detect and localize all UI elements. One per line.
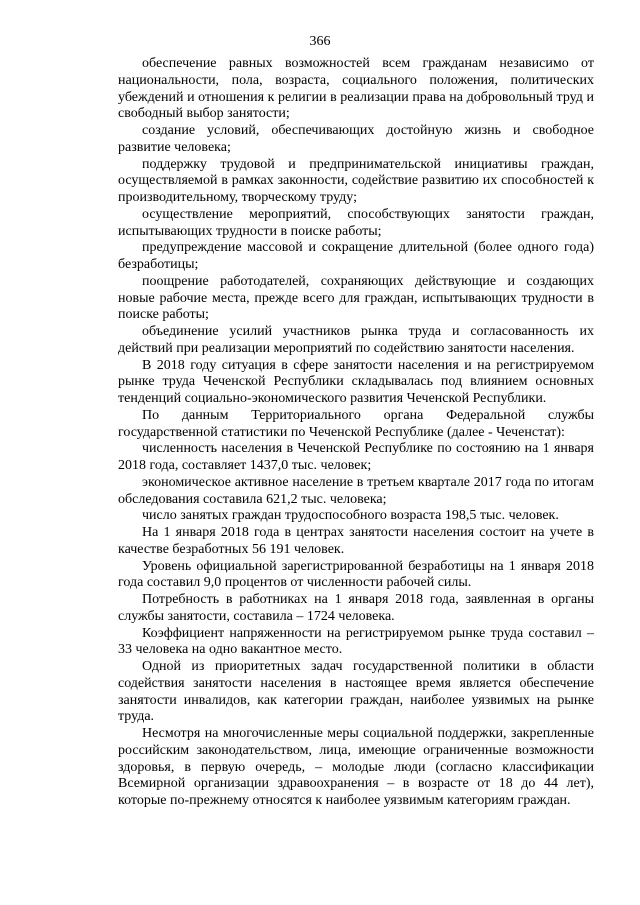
paragraph-18: Несмотря на многочисленные меры социальной поддержки, закрепленные российским законодательством, лица, имеющие ограниченные возможности здоровья, в первую очередь, – молодые люди (согласно классификации Всемирной организации здравоохранения – в возрасте от 18 до 44 лет), которые по-прежнему относятся к наиболее уязвимым категориям граждан. (118, 726, 594, 808)
body-text (118, 56, 594, 810)
paragraph-13: На 1 января 2018 года в центрах занятости населения состоит на учете в качестве безработных 56 191 человек. (118, 525, 594, 557)
paragraph-10: численность населения в Чеченской Республике по состоянию на 1 января 2018 года, составляет 1437,0 тыс. человек; (118, 441, 594, 473)
paragraph-9: По данным Территориального органа Федеральной службы государственной статистики по Чеченской Республике (далее - Чеченстат): (118, 407, 594, 440)
paragraph-1: обеспечение равных возможностей всем гражданам независимо от национальности, пола, возраста, социального положения, политических убеждений и отношения к религии в реализации права на добровольный труд и свободный выбор занятости; (118, 56, 594, 122)
paragraph-6: поощрение работодателей, сохраняющих действующие и создающих новые рабочие места, прежде всего для граждан, испытывающих трудности в поиске работы; (118, 273, 594, 323)
paragraph-11: экономическое активное население в третьем квартале 2017 года по итогам обследования составила 621,2 тыс. человека; (118, 474, 594, 507)
paragraph-17: Одной из приоритетных задач государственной политики в области содействия занятости населения в настоящее время является обеспечение занятости инвалидов, как категории граждан, наиболее уязвимых на рынке труда. (118, 659, 594, 725)
paragraph-15: Потребность в работниках на 1 января 2018 года, заявленная в органы службы занятости, составила – 1724 человека. (118, 592, 594, 624)
paragraph-7: объединение усилий участников рынка труда и согласованность их действий при реализации мероприятий по содействию занятости населения. (118, 324, 594, 356)
paragraph-5: предупреждение массовой и сокращение длительной (более одного года) безработицы; (118, 240, 594, 272)
paragraph-8: В 2018 году ситуация в сфере занятости населения и на регистрируемом рынке труда Чеченской Республики складывалась под влиянием основных тенденций социально-экономического развития Чеченской Республики. (118, 357, 594, 406)
paragraph-12: число занятых граждан трудоспособного возраста 198,5 тыс. человек. (142, 508, 559, 524)
paragraph-4: осуществление мероприятий, способствующих занятости граждан, испытывающих трудности в поиске работы; (118, 206, 594, 239)
paragraph-3: поддержку трудовой и предпринимательской инициативы граждан, осуществляемой в рамках законности, содействие развитию их способностей к производительному, творческому труду; (118, 156, 594, 205)
paragraph-2: создание условий, обеспечивающих достойную жизнь и свободное развитие человека; (118, 123, 594, 155)
paragraph-14: Уровень официальной зарегистрированной безработицы на 1 января 2018 года составил 9,0 процентов от численности рабочей силы. (118, 558, 594, 591)
page-number: 366 (309, 34, 331, 49)
paragraph-16: Коэффициент напряженности на регистрируемом рынке труда составил – 33 человека на одно вакантное место. (118, 625, 594, 658)
